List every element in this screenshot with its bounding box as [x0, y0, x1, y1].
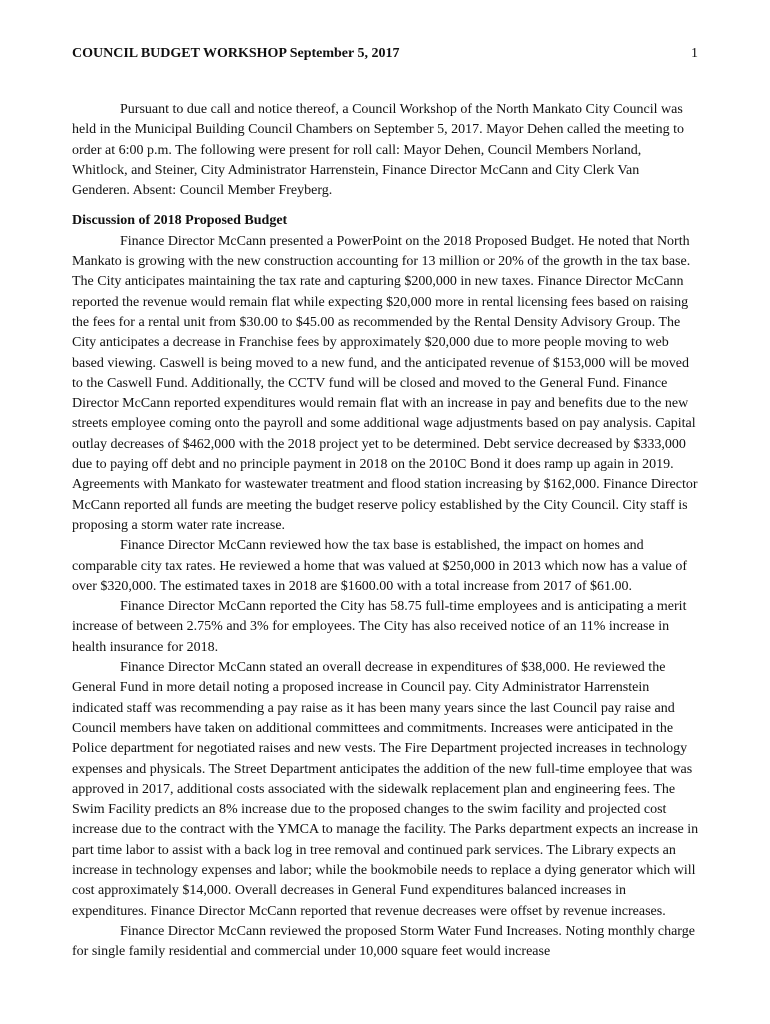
section-heading: Discussion of 2018 Proposed Budget — [72, 213, 288, 229]
document-body — [72, 100, 700, 962]
paragraph-expenditures: Finance Director McCann stated an overall decrease in expenditures of $38,000. He reviewed the General Fund in more detail noting a proposed increase in Council pay. City Administrator Harrenstein indicated staff was recommending a pay raise as it has been many years since the last Council pay raise and Council members have taken on additional committees and commitments. Increases were anticipated in the Police department for negotiated raises and new vests. The Fire Department projected increases in technology expenses and physicals. The Street Department anticipates the addition of the new full-time employee that was approved in 2017, additional costs associated with the sidewalk replacement plan and engineering fees. The Swim Facility predicts an 8% increase due to the proposed changes to the swim facility and projected cost increase due to the contract with the YMCA to manage the facility. The Parks department expects an increase in part time labor to assist with a back log in tree removal and continued park services. The Library expects an increase in technology expenses and labor; while the bookmobile needs to replace a dying generator which will cost approximately $14,000. Overall decreases in General Fund expenditures balanced increases in expenditures. Finance Director McCann reported that revenue decreases were offset by revenue increases. — [72, 660, 699, 919]
paragraph-tax-base: Finance Director McCann reviewed how the tax base is established, the impact on homes and comparable city tax rates. He reviewed a home that was valued at $250,000 in 2013 which now has a value of over $320,000. The estimated taxes in 2018 are $1600.00 with a total increase from 2017 of $61.00. — [72, 538, 688, 594]
page-number: 1 — [691, 46, 698, 61]
page-header — [72, 46, 698, 68]
header-title: COUNCIL BUDGET WORKSHOP September 5, 2017 — [72, 46, 400, 61]
paragraph-storm-water: Finance Director McCann reviewed the proposed Storm Water Fund Increases. Noting monthly charge for single family residential and commercial under 10,000 square feet would increase — [72, 923, 695, 960]
intro-paragraph: Pursuant to due call and notice thereof, a Council Workshop of the North Mankato City Council was held in the Municipal Building Council Chambers on September 5, 2017. Mayor Dehen called the meeting to order at 6:00 p.m. The following were present for roll call: Mayor Dehen, Council Members Norland, Whitlock, and Steiner, City Administrator Harrenstein, Finance Director McCann and City Clerk Van Genderen. Absent: Council Member Freyberg. — [72, 102, 684, 199]
paragraph-budget-overview: Finance Director McCann presented a PowerPoint on the 2018 Proposed Budget. He noted that North Mankato is growing with the new construction accounting for 13 million or 20% of the growth in the tax base. The City anticipates maintaining the tax rate and capturing $200,000 in new taxes. Finance Director McCann reported the revenue would remain flat while expecting $20,000 more in rental licensing fees based on raising the fees for a rental unit from $30.00 to $45.00 as recommended by the Rental Density Advisory Group. The City anticipates a decrease in Franchise fees by approximately $20,000 due to more people moving to web based viewing. Caswell is being moved to a new fund, and the anticipated revenue of $153,000 will be moved to the Caswell Fund. Additionally, the CCTV fund will be closed and moved to the General Fund. Finance Director McCann reported expenditures would remain flat with an increase in pay and benefits due to the new streets employee coming onto the payroll and some additional wage adjustments based on pay analysis. Capital outlay decreases of $462,000 with the 2018 project yet to be determined. Debt service decreased by $333,000 due to paying off debt and no principle payment in 2018 on the 2010C Bond it does ramp up again in 2019. Agreements with Mankato for wastewater treatment and flood station increasing by $162,000. Finance Director McCann reported all funds are meeting the budget reserve policy established by the City Council. City staff is proposing a storm water rate increase. — [72, 233, 698, 533]
paragraph-employees: Finance Director McCann reported the City has 58.75 full-time employees and is anticipating a merit increase of between 2.75% and 3% for employees. The City has also received notice of an 11% increase in health insurance for 2018. — [72, 599, 687, 655]
